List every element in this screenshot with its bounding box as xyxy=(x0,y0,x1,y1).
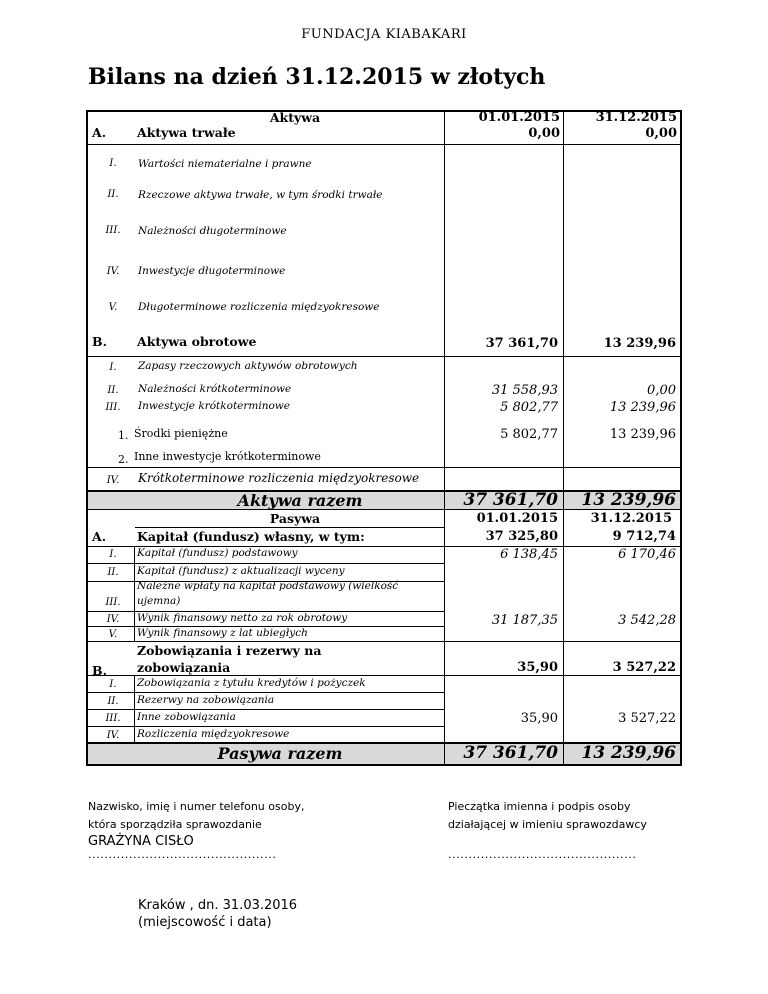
liabilities-b-label-2: zobowiązania xyxy=(137,660,231,675)
liabilities-b-item-label: Rozliczenia międzyokresowe xyxy=(137,728,290,740)
liabilities-date-start: 01.01.2015 xyxy=(476,511,558,526)
assets-a-item-label: Inwestycje długoterminowe xyxy=(138,265,286,277)
liabilities-b-label-1: Zobowiązania i rezerwy na xyxy=(137,643,322,658)
assets-b-item-label: Należności krótkoterminowe xyxy=(138,383,292,395)
liabilities-b-item-num: IV. xyxy=(106,730,120,741)
liabilities-b-item-label: Rezerwy na zobowiązania xyxy=(137,694,275,706)
liabilities-a-label: Kapitał (fundusz) własny, w tym: xyxy=(137,529,365,544)
place-and-date: Kraków , dn. 31.03.2016 xyxy=(138,898,298,913)
assets-b-item-value-start: 5 802,77 xyxy=(500,400,558,415)
liabilities-b-item-num: I. xyxy=(109,679,117,690)
liabilities-a-item-label: Wynik finansowy z lat ubiegłych xyxy=(137,627,308,639)
assets-b-letter: B. xyxy=(92,334,107,349)
assets-a-item-label: Wartości niematerialne i prawne xyxy=(138,158,312,170)
assets-a-value-start: 0,00 xyxy=(528,126,560,141)
assets-a-item-num: III. xyxy=(105,225,121,236)
assets-total-value-end: 13 239,96 xyxy=(581,490,676,510)
liabilities-b-item-label: Inne zobowiązania xyxy=(137,711,236,723)
liabilities-total-value-start: 37 361,70 xyxy=(463,743,558,763)
assets-b-sub-label: Środki pieniężne xyxy=(134,427,228,440)
assets-b-label: Aktywa obrotowe xyxy=(137,334,257,349)
assets-b-item-num: I. xyxy=(109,362,117,373)
assets-date-end: 31.12.2015 xyxy=(595,110,677,125)
place-and-date-caption: (miejscowość i data) xyxy=(138,915,272,930)
liabilities-b-letter: B. xyxy=(92,663,107,678)
liabilities-total-value-end: 13 239,96 xyxy=(581,743,676,763)
liabilities-a-item-label-2: ujemna) xyxy=(137,595,181,607)
assets-a-item-label: Należności długoterminowe xyxy=(138,225,287,237)
assets-b-item-label: Zapasy rzeczowych aktywów obrotowych xyxy=(138,360,358,372)
assets-b-item-num: III. xyxy=(105,402,121,413)
liabilities-a-item-num: II. xyxy=(107,567,119,578)
assets-b-iv-num: IV. xyxy=(106,475,120,486)
assets-a-label: Aktywa trwałe xyxy=(137,125,236,140)
signatory-caption-line1: Pieczątka imienna i podpis osoby xyxy=(448,800,631,813)
assets-b-item-value-start: 31 558,93 xyxy=(491,383,558,398)
liabilities-b-value-end: 3 527,22 xyxy=(612,660,676,675)
liabilities-total-label: Pasywa razem xyxy=(217,744,343,763)
liabilities-a-item-label-1: Należne wpłaty na kapitał podstawowy (wielkość xyxy=(137,580,399,592)
assets-b-sub-value-end: 13 239,96 xyxy=(609,427,676,442)
organization-name: FUNDACJA KIABAKARI xyxy=(301,27,467,42)
preparer-caption-line2: która sporządziła sprawozdanie xyxy=(88,818,262,831)
assets-a-item-num: IV. xyxy=(106,266,120,277)
liabilities-a-item-value-end: 6 170,46 xyxy=(618,547,676,562)
liabilities-a-item-num: V. xyxy=(108,629,118,640)
assets-b-item-value-end: 0,00 xyxy=(647,383,676,398)
assets-b-item-label: Inwestycje krótkoterminowe xyxy=(138,400,290,412)
liabilities-date-end: 31.12.2015 xyxy=(590,511,672,526)
preparer-caption-line1: Nazwisko, imię i numer telefonu osoby, xyxy=(88,800,305,813)
assets-b-item-value-end: 13 239,96 xyxy=(609,400,676,415)
assets-a-item-num: II. xyxy=(107,189,119,200)
liabilities-a-item-num: IV. xyxy=(106,614,120,625)
liabilities-a-item-value-start: 31 187,35 xyxy=(491,613,558,628)
liabilities-b-item-num: II. xyxy=(107,696,119,707)
liabilities-a-item-label: Kapitał (fundusz) z aktualizacji wyceny xyxy=(137,565,345,577)
liabilities-a-item-label: Wynik finansowy netto za rok obrotowy xyxy=(137,612,348,624)
liabilities-b-item-value-end: 3 527,22 xyxy=(618,711,676,726)
assets-a-item-num: I. xyxy=(109,158,117,169)
assets-total-value-start: 37 361,70 xyxy=(463,490,558,510)
signatory-signature-line: .............................................. xyxy=(448,848,637,861)
signatory-caption-line2: działającej w imieniu sprawozdawcy xyxy=(448,818,647,831)
assets-column-label: Aktywa xyxy=(269,110,321,125)
assets-b-sub-value-start: 5 802,77 xyxy=(500,427,558,442)
liabilities-column-label: Pasywa xyxy=(269,511,321,526)
liabilities-a-item-value-end: 3 542,28 xyxy=(618,613,676,628)
preparer-signature-line: .............................................. xyxy=(88,848,277,861)
assets-b-value-end: 13 239,96 xyxy=(603,336,676,351)
assets-b-sub-label: Inne inwestycje krótkoterminowe xyxy=(134,450,321,463)
liabilities-a-item-label: Kapitał (fundusz) podstawowy xyxy=(137,547,298,559)
liabilities-b-item-value-start: 35,90 xyxy=(520,711,558,726)
document-title: Bilans na dzień 31.12.2015 w złotych xyxy=(88,64,546,90)
liabilities-b-item-label: Zobowiązania z tytułu kredytów i pożyczek xyxy=(137,677,366,689)
liabilities-a-value-end: 9 712,74 xyxy=(612,529,676,544)
liabilities-a-letter: A. xyxy=(92,529,107,544)
assets-a-letter: A. xyxy=(92,125,107,140)
assets-date-start: 01.01.2015 xyxy=(478,110,560,125)
assets-total-label: Aktywa razem xyxy=(237,491,363,510)
preparer-name: GRAŻYNA CISŁO xyxy=(88,834,194,849)
assets-b-sub-num: 2. xyxy=(118,453,129,466)
assets-a-value-end: 0,00 xyxy=(645,126,677,141)
liabilities-a-item-num: I. xyxy=(109,549,117,560)
assets-b-item-num: II. xyxy=(107,385,119,396)
liabilities-b-item-num: III. xyxy=(105,713,121,724)
liabilities-a-item-value-start: 6 138,45 xyxy=(500,547,558,562)
assets-b-iv-label: Krótkoterminowe rozliczenia międzyokresowe xyxy=(138,471,420,485)
assets-a-item-num: V. xyxy=(108,302,118,313)
assets-b-value-start: 37 361,70 xyxy=(485,336,558,351)
assets-a-item-label: Długoterminowe rozliczenia międzyokresowe xyxy=(138,301,380,313)
liabilities-b-value-start: 35,90 xyxy=(517,660,558,675)
liabilities-a-value-start: 37 325,80 xyxy=(485,529,558,544)
assets-b-sub-num: 1. xyxy=(118,429,129,442)
assets-a-item-label: Rzeczowe aktywa trwałe, w tym środki trwałe xyxy=(138,189,383,201)
liabilities-a-item-num: III. xyxy=(105,597,121,608)
